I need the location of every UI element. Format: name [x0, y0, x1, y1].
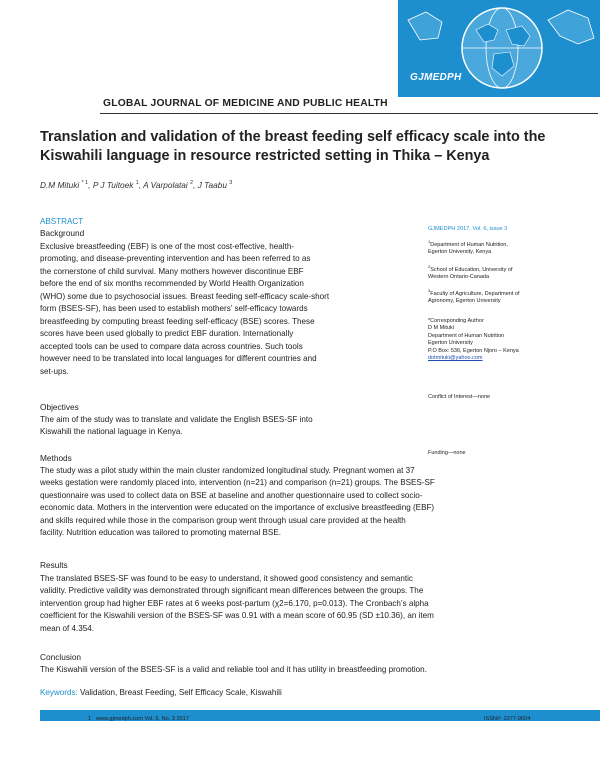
text-line: however need to be translated into local languages for different countries and	[40, 354, 317, 364]
footer-url[interactable]: www.gjmedph.com Vol. 6, No. 3 2017	[96, 716, 189, 722]
footer-issn: ISSN#- 2277-9604	[484, 716, 531, 722]
text-line: before the end of six months recommended by World Health Organization	[40, 279, 304, 289]
methods-paragraph	[40, 465, 558, 540]
conflict-of-interest: Conflict of Interest—none	[428, 394, 491, 400]
affiliation-line: School of Education, University of	[430, 266, 513, 273]
keywords-list: Validation, Breast Feeding, Self Efficacy Scale, Kiswahili	[80, 688, 282, 697]
logo-text: GJMEDPH	[410, 72, 462, 83]
text-line: form (BSES-SF), has been used to establish mothers’ self-efficacy towards	[40, 304, 308, 314]
corresponding-line: Egerton University	[428, 340, 473, 347]
text-line: Kiswahili the national laguage in Kenya.	[40, 427, 183, 437]
text-line: Exclusive breastfeeding (EBF) is one of the most cost-effective, health-	[40, 242, 295, 251]
email-link[interactable]: dotmituki@yahoo.com	[428, 355, 483, 362]
author-name: A Varpolatai	[143, 180, 188, 190]
abstract-label: ABSTRACT	[40, 217, 84, 226]
keywords-row	[40, 688, 282, 697]
affiliation-mark: 1	[428, 239, 431, 244]
text-line: facility. Nutrition education was tailored to promoting maternal BSE.	[40, 528, 281, 538]
methods-heading: Methods	[40, 453, 72, 463]
affiliation-2	[428, 263, 578, 282]
corresponding-line: P.O Box: 536, Egerton Njoro – Kenya	[428, 347, 519, 354]
affiliation-line: Department of Human Nutrition,	[430, 241, 508, 248]
author-name: P J Tuitoek	[92, 180, 134, 190]
text-line: coefficient for the Kiswahili version of the BSES-SF was 0.91 with a mean score of 60.95 (SD ±10.36), an item	[40, 611, 434, 621]
text-line: intervention group had higher EBF rates at 6 weeks post-partum (χ2=6.170, p=0.013). The Cronbach’s alpha	[40, 598, 429, 608]
objectives-paragraph	[40, 414, 411, 439]
text-line: breastfeeding by computing breast feeding self-efficacy (BSE) scores. These	[40, 316, 315, 326]
affiliation-line: Faculty of Agriculture, Department of	[430, 290, 520, 297]
author-name: D.M Mituki	[40, 180, 80, 190]
text-line: scores have been used globally to predict EBF duration. Internationally	[40, 329, 294, 339]
journal-issue-info: GJMEDPH 2017, Vol. 6, issue 3	[428, 226, 508, 232]
text-line: and skills required while those in the comparison group went through usual care provided at the health	[40, 515, 406, 525]
results-paragraph	[40, 573, 558, 635]
text-line: mean of 4.354.	[40, 623, 94, 633]
affiliation-line: Egerton University, Kenya	[428, 249, 492, 256]
author-name: J Taabu	[197, 180, 227, 190]
affiliation-1	[428, 238, 578, 257]
text-line: economic data. Mothers in the intervention were educated on the importance of exclusive breastfeeding (EBF)	[40, 503, 435, 513]
funding-statement: Funding—none	[428, 450, 466, 456]
background-paragraph	[40, 241, 411, 378]
keywords-label: Keywords:	[40, 688, 78, 697]
author-affiliation-mark: 2	[190, 180, 194, 187]
text-line: accepted tools can be used to compare data across countries. Such tools	[40, 341, 303, 351]
conclusion-heading: Conclusion	[40, 652, 82, 662]
author-list: D.M Mituki $^{* 1}$, P J Tuitoek $^1$, A Varpolatai $^2$, J Taabu $^3$	[40, 180, 233, 190]
title-line: Kiswahili language in resource restricted setting in Thika – Kenya	[40, 148, 490, 164]
page-number: 1	[88, 716, 92, 722]
journal-logo	[398, 0, 600, 97]
corresponding-line: D M Mituki	[428, 325, 454, 332]
affiliation-mark: 2	[428, 264, 431, 269]
affiliation-mark: 3	[428, 288, 431, 293]
affiliation-line: Agronomy, Egerton University	[428, 298, 501, 305]
text-line: validity. Predictive validity was demonstrated through significant mean differences between the groups. The	[40, 586, 424, 596]
text-line: The translated BSES-SF was found to be easy to understand, it showed good consistency and semantic	[40, 574, 413, 583]
corresponding-author	[428, 318, 578, 362]
affiliation-3	[428, 287, 578, 306]
title-line: Translation and validation of the breast feeding self efficacy scale into the	[40, 129, 546, 145]
objectives-heading: Objectives	[40, 402, 79, 412]
text-line: promoting, and disease-preventing intervention and has been referred to as	[40, 254, 311, 264]
results-heading: Results	[40, 560, 68, 570]
author-affiliation-mark: 3	[229, 180, 233, 187]
corresponding-line: *Corresponding Author	[428, 318, 484, 324]
text-line: weeks gestation were randomly placed into, intervention (n=21) and comparison (n=21) groups. The BSES-SF	[40, 478, 435, 488]
journal-name: GLOBAL JOURNAL OF MEDICINE AND PUBLIC HEALTH	[103, 98, 388, 109]
affiliation-line: Western Ontario-Canada	[428, 274, 490, 281]
author-affiliation-mark: 1	[135, 180, 139, 187]
corresponding-line: Department of Human Nutrition	[428, 332, 505, 339]
paper-title	[40, 128, 570, 166]
conclusion-paragraph	[40, 664, 560, 676]
text-line: the cornerstone of child survival. Many mothers however discontinue EBF	[40, 266, 304, 276]
text-line: (WHO) some due to psychosocial issues. Breast feeding self-efficacy scale-short	[40, 291, 330, 301]
text-line: The aim of the study was to translate and validate the English BSES-SF into	[40, 415, 313, 424]
header-divider	[100, 113, 598, 114]
author-affiliation-mark: * 1	[81, 180, 89, 187]
text-line: questionnaire was used to collect data on BSE at baseline and another questionnaire used to collect socio-	[40, 490, 423, 500]
background-heading: Background	[40, 228, 85, 238]
text-line: The study was a pilot study within the main cluster randomized longitudinal study. Pregnant women at 37	[40, 466, 415, 475]
text-line: set-ups.	[40, 366, 69, 376]
text-line: The Kiswahili version of the BSES-SF is a valid and reliable tool and it has utility in breastfeeding promotion.	[40, 665, 427, 674]
